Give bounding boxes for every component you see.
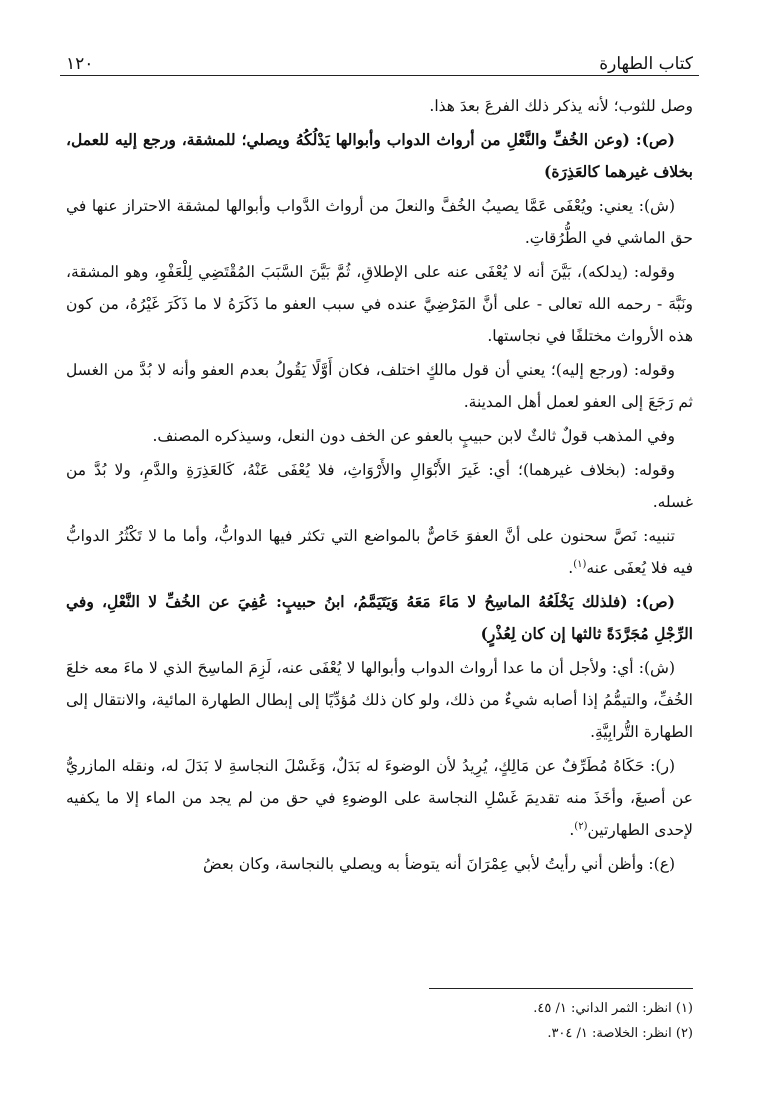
running-header — [66, 44, 693, 74]
paragraph-12: (ع): وأظن أني رأيتُ لأبي عِمْرَانَ أنه يتوضأ به ويصلي بالنجاسة، وكان بعضُ — [203, 855, 675, 873]
paragraph-7: وقوله: (بخلاف غيرهما)؛ أي: غَيرَ الأَبْوَالِ والأَرْوَاثِ، فلا يُعْفَى عَنْهُ، كَالعَذِرَةِ والدَّمِ، ولا بُدَّ من غسله. — [66, 461, 693, 511]
paragraph-6: وفي المذهب قولٌ ثالثٌ لابن حبيبٍ بالعفو عن الخف دون النعل، وسيذكره المصنف. — [152, 427, 675, 445]
page-number: ١٢٠ — [66, 54, 94, 74]
paragraph-11: (ر): حَكَاهُ مُطَرِّفٌ عن مَالِكٍ، يُرِيدُ لأن الوضوءَ له بَدَلٌ، وَغَسْلَ النجاسةِ لا بَدَلَ له، ونقله المازريُّ عن أصبغَ، وأخَذَ منه تقديمَ غَسْلِ النجاسة على الوضوءِ في حق من لم يجد من الماء إلا ما يكفيه لإحدى الطهارتين$^{(٢)}$. — [66, 757, 693, 839]
main-text — [66, 90, 693, 882]
book-title: كتاب الطهارة — [599, 54, 693, 74]
matn-paragraph-1: (ص): (وعن الخُفِّ والنَّعْلِ من أرواث الدواب وأبوالها يَدْلُكُهُ ويصلي؛ للمشقة، ورجع إليه للعمل، بخلاف غيرهما كالعَذِرَة) — [66, 130, 693, 181]
footnote-ref-2: (٢) — [574, 820, 588, 832]
footnote-2: (٢) انظر: الخلاصة: ١/ ٣٠٤. — [547, 1026, 693, 1041]
paragraph-3: (ش): يعني: ويُعْفَى عَمَّا يصيبُ الخُفَّ والنعلَ من أرواث الدَّواب وأبوالها لمشقة الاحتراز عنها في حق الماشي في الطُّرُقاتِ. — [66, 197, 693, 247]
footnote-1: (١) انظر: الثمر الداني: ١/ ٤٥. — [533, 1001, 693, 1016]
footnote-ref-1: (١) — [573, 558, 587, 570]
footnote-divider — [429, 988, 693, 989]
paragraph-8-text: تنبيه: نَصَّ سحنون على أنَّ العفوَ خَاصٌّ بالمواضع التي تكثر فيها الدوابُّ، وأما ما لا تَكْثُرُ الدوابُّ فيه فلا يُعفَى عنه — [66, 527, 693, 577]
footnotes — [66, 996, 693, 1046]
paragraph-8: تنبيه: نَصَّ سحنون على أنَّ العفوَ خَاصٌّ بالمواضع التي تكثر فيها الدوابُّ، وأما ما لا تَكْثُرُ الدوابُّ فيه فلا يُعفَى عنه$^{(١)}$. — [66, 527, 693, 577]
header-divider — [60, 75, 699, 76]
paragraph-1: وصل للثوب؛ لأنه يذكر ذلك الفرعَ بعدَ هذا. — [429, 97, 693, 115]
matn-paragraph-2: (ص): (فلذلك يَخْلَعُهُ الماسِحُ لا مَاءَ مَعَهُ وَيَتَيَمَّمُ، ابنُ حبيبٍ: عُفِيَ عن الخُفِّ لا النَّعْلِ، وفي الرِّجْلِ مُجَرَّدَةً ثالثها إن كان لِعُذْرٍ) — [66, 592, 693, 643]
paragraph-10: (ش): أي: ولأجل أن ما عدا أرواث الدواب وأبوالها لا يُعْفَى عنه، لَزِمَ الماسِحَ الذي لا ماءَ معه خلعَ الخُفِّ، والتيمُّمُ إذا أصابه شيءٌ من ذلك، ولو كان ذلك مُؤدِّيًا إلى إبطال الطهارة المائية، والانتقال إلى الطهارة التُّرابِيَّةِ. — [66, 659, 693, 741]
paragraph-4: وقوله: (يدلكه)، بَيَّنَ أنه لا يُعْفَى عنه على الإطلاقِ، ثُمَّ بَيَّنَ السَّبَبَ المُقْتَضِي لِلْعَفْوِ، وهو المشقة، ونَبَّهَ - رحمه الله تعالى - على أنَّ المَرْضِيَّ عنده في سبب العفو ما ذَكَرَهُ لا ما ذَكَرَ غَيْرُهُ، من كون هذه الأرواث مختلفًا في نجاستها. — [66, 263, 693, 345]
paragraph-5: وقوله: (ورجع إليه)؛ يعني أن قول مالكٍ اختلف، فكان أَوَّلًا يَقُولُ بعدم العفو وأنه لا بُدَّ من الغسل ثم رَجَعَ إلى العفو لعمل أهل المدينة. — [66, 361, 693, 411]
paragraph-11-text: (ر): حَكَاهُ مُطَرِّفٌ عن مَالِكٍ، يُرِيدُ لأن الوضوءَ له بَدَلٌ، وَغَسْلَ النجاسةِ لا بَدَلَ له، ونقله المازريُّ عن أصبغَ، وأخَذَ منه تقديمَ غَسْلِ النجاسة على الوضوءِ في حق من لم يجد من الماء إلا ما يكفيه لإحدى الطهارتين — [66, 757, 693, 839]
